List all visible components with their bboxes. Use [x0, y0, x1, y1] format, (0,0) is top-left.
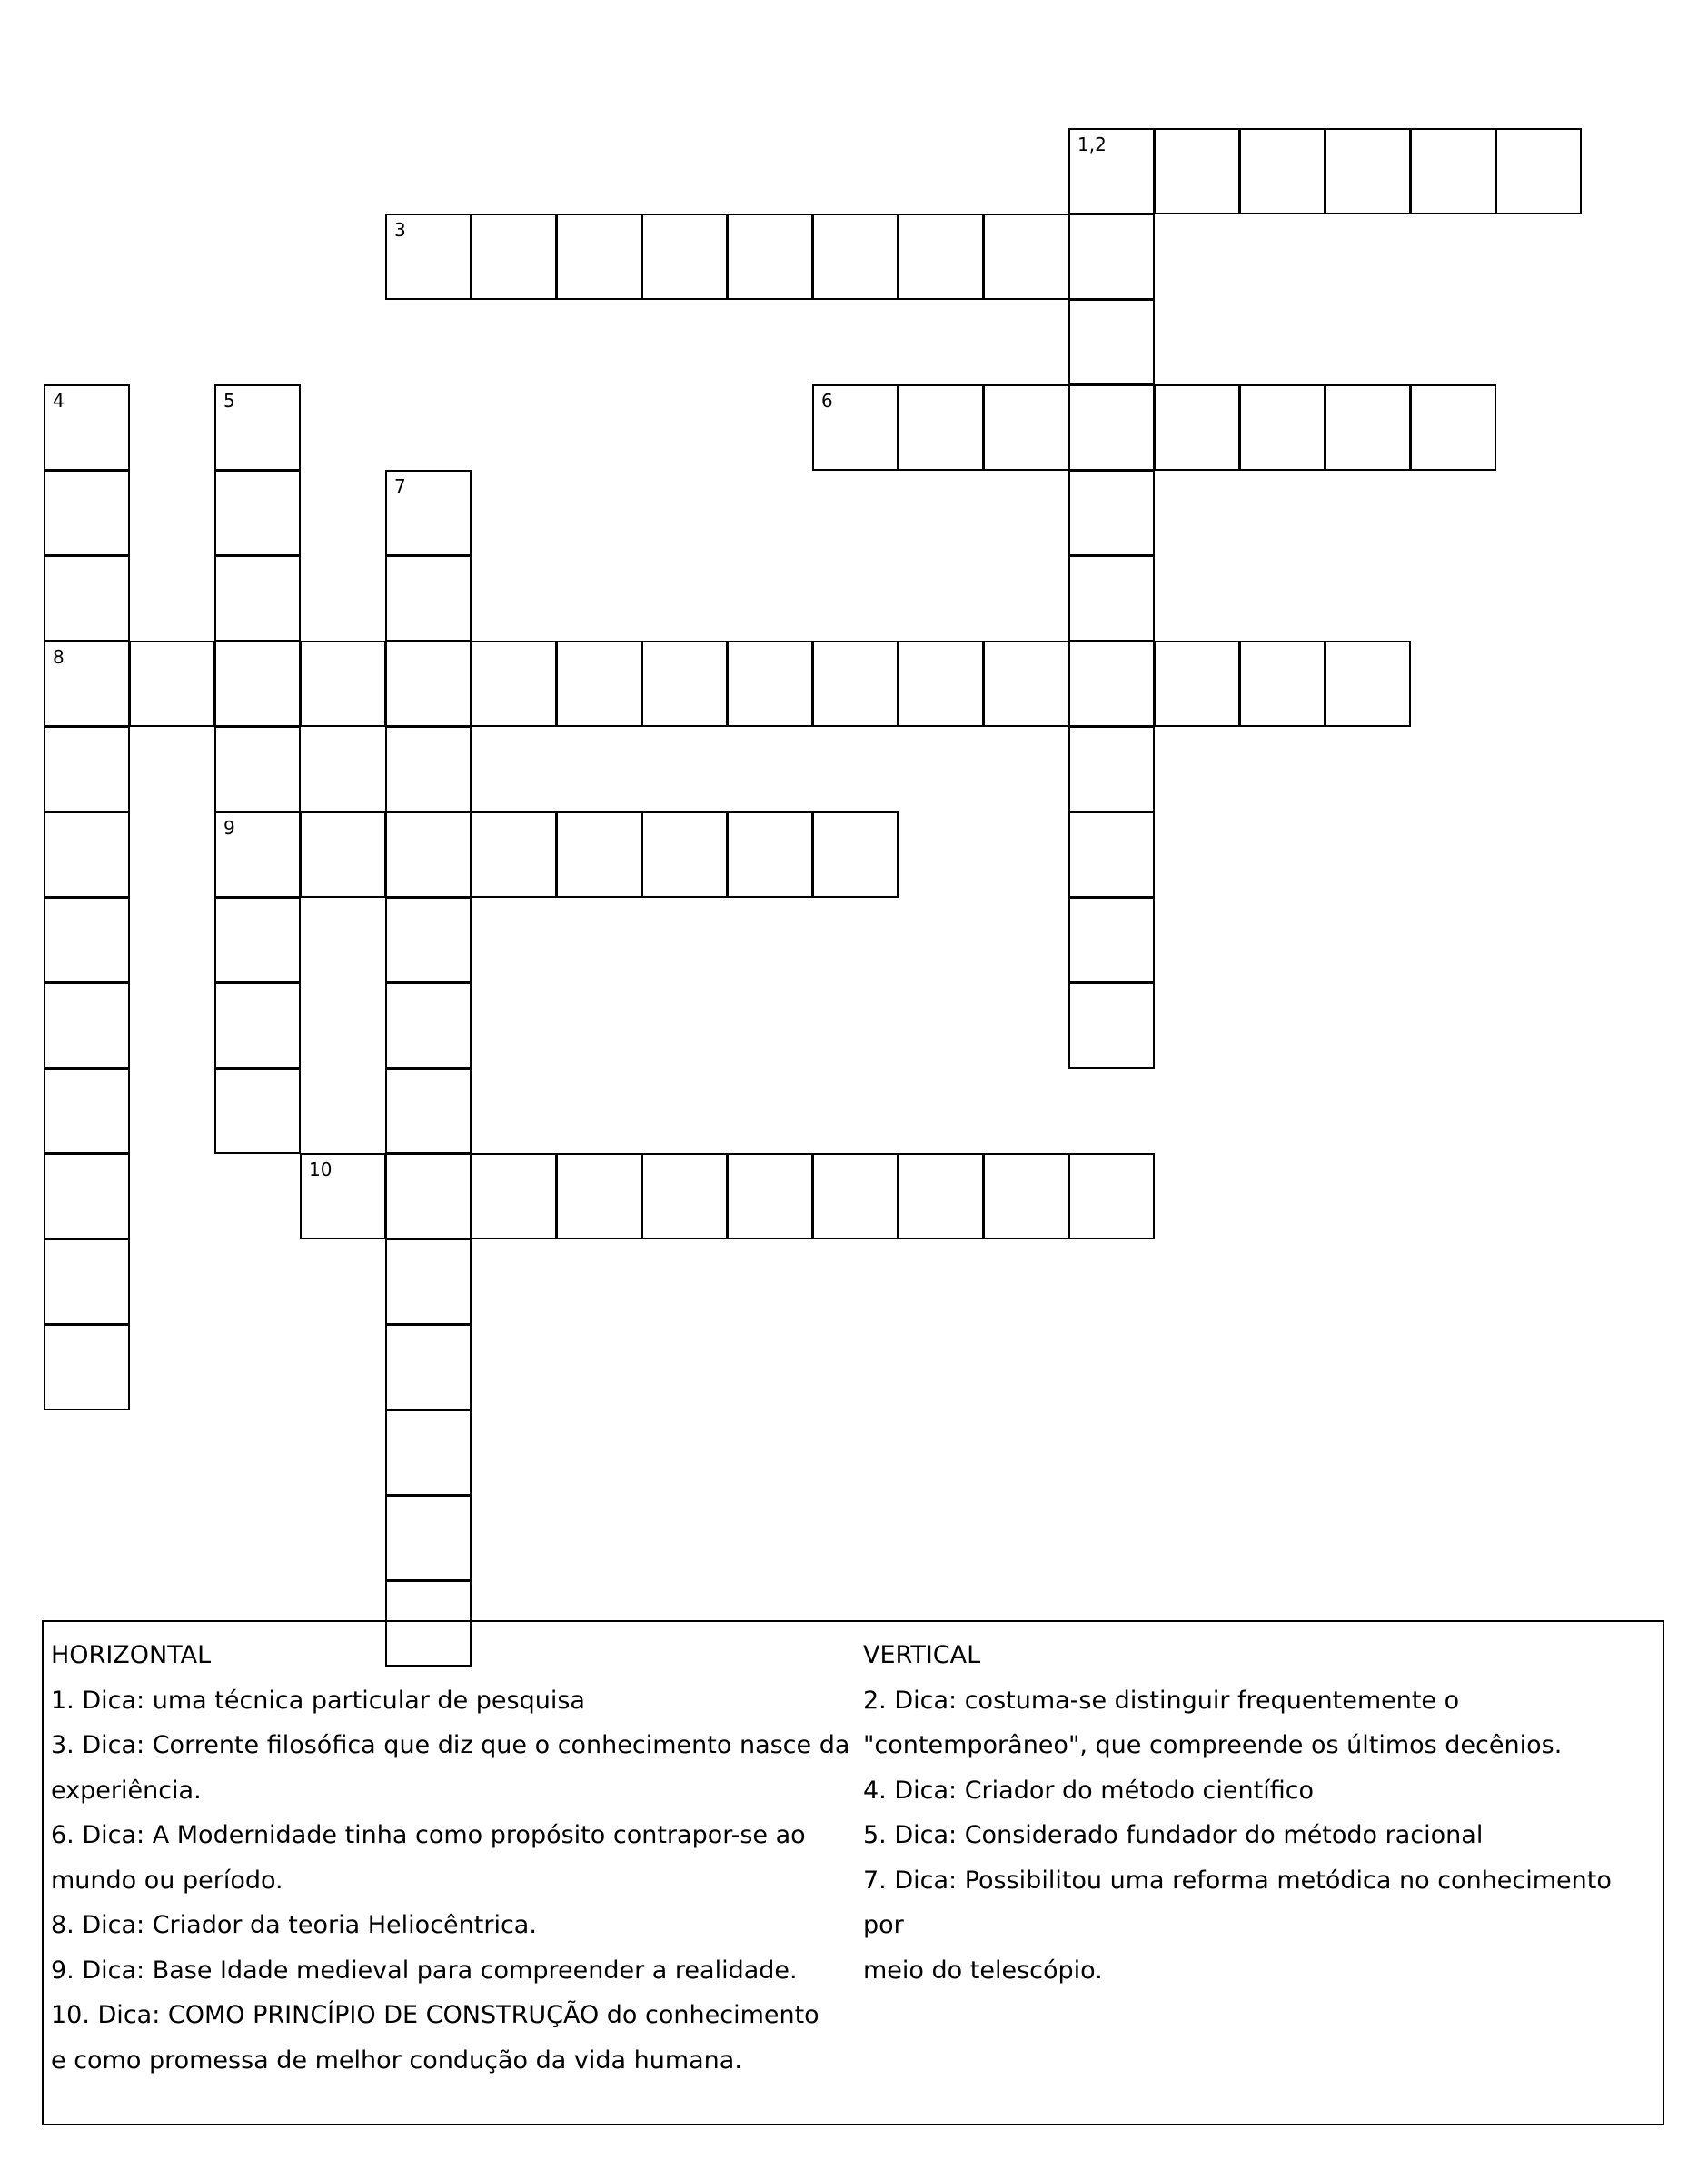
crossword-cell[interactable]: [385, 1068, 472, 1154]
crossword-cell[interactable]: [214, 470, 301, 556]
crossword-cell[interactable]: [214, 982, 301, 1069]
clue-line: 9. Dica: Base Idade medieval para compreender a realidade.: [51, 1956, 798, 1985]
clue-line: 3. Dica: Corrente filosófica que diz que o conhecimento nasce da: [51, 1731, 850, 1759]
clue-number: 10: [309, 1159, 333, 1180]
crossword-cell[interactable]: [385, 1239, 472, 1325]
crossword-cell[interactable]: [129, 641, 215, 727]
clue-line: "contemporâneo", que compreende os últimos decênios.: [863, 1731, 1563, 1759]
crossword-cell[interactable]: [983, 641, 1069, 727]
crossword-cell[interactable]: [898, 1153, 984, 1239]
crossword-cell[interactable]: [214, 811, 301, 898]
crossword-cell[interactable]: [1068, 299, 1155, 385]
crossword-cell[interactable]: [471, 1153, 557, 1239]
crossword-cell[interactable]: [385, 214, 472, 300]
clue-number: 5: [223, 390, 235, 412]
crossword-cell[interactable]: [44, 897, 130, 983]
vertical-clues: [863, 1633, 1653, 1993]
crossword-cell[interactable]: [641, 214, 728, 300]
crossword-cell[interactable]: [727, 1153, 813, 1239]
clue-number: 9: [223, 817, 235, 839]
crossword-cell[interactable]: [214, 897, 301, 983]
crossword-cell[interactable]: [641, 811, 728, 898]
crossword-cell[interactable]: [300, 641, 386, 727]
crossword-cell[interactable]: [812, 1153, 899, 1239]
crossword-cell[interactable]: [385, 555, 472, 642]
crossword-cell[interactable]: [556, 641, 642, 727]
crossword-cell[interactable]: [898, 214, 984, 300]
clue-number: 3: [394, 219, 406, 241]
clue-number: 1,2: [1077, 134, 1107, 155]
crossword-cell[interactable]: [1154, 641, 1240, 727]
crossword-cell[interactable]: [385, 982, 472, 1069]
crossword-cell[interactable]: [44, 1324, 130, 1410]
crossword-cell[interactable]: [1068, 897, 1155, 983]
crossword-cell[interactable]: [1068, 384, 1155, 471]
clue-line: 5. Dica: Considerado fundador do método racional: [863, 1821, 1484, 1849]
crossword-cell[interactable]: [641, 641, 728, 727]
crossword-cell[interactable]: [385, 1495, 472, 1581]
crossword-cell[interactable]: [1495, 128, 1582, 214]
crossword-cell[interactable]: [556, 214, 642, 300]
crossword-cell[interactable]: [385, 470, 472, 556]
crossword-cell[interactable]: [214, 726, 301, 812]
crossword-cell[interactable]: [1068, 982, 1155, 1069]
crossword-cell[interactable]: [44, 1068, 130, 1154]
crossword-cell[interactable]: [1068, 128, 1155, 214]
crossword-cell[interactable]: [556, 811, 642, 898]
crossword-cell[interactable]: [898, 641, 984, 727]
vertical-heading: VERTICAL: [863, 1641, 981, 1669]
crossword-cell[interactable]: [385, 811, 472, 898]
clue-number: 4: [53, 390, 65, 412]
crossword-cell[interactable]: [1325, 641, 1411, 727]
clue-line: 10. Dica: COMO PRINCÍPIO DE CONSTRUÇÃO do conhecimento: [51, 2001, 819, 2029]
crossword-cell[interactable]: [983, 384, 1069, 471]
clue-line: experiência.: [51, 1776, 202, 1805]
crossword-cell[interactable]: [471, 811, 557, 898]
crossword-cell[interactable]: [898, 384, 984, 471]
crossword-cell[interactable]: [44, 641, 130, 727]
crossword-cell[interactable]: [44, 470, 130, 556]
crossword-cell[interactable]: [44, 982, 130, 1069]
crossword-cell[interactable]: [471, 641, 557, 727]
crossword-cell[interactable]: [1068, 214, 1155, 300]
crossword-cell[interactable]: [214, 1068, 301, 1154]
crossword-cell[interactable]: [44, 726, 130, 812]
clue-line: e como promessa de melhor condução da vida humana.: [51, 2046, 742, 2075]
crossword-cell[interactable]: [727, 641, 813, 727]
crossword-cell[interactable]: [1410, 128, 1496, 214]
crossword-cell[interactable]: [1410, 384, 1496, 471]
clue-line: 2. Dica: costuma-se distinguir frequentemente o: [863, 1686, 1460, 1715]
crossword-cell[interactable]: [1068, 641, 1155, 727]
clue-line: 4. Dica: Criador do método científico: [863, 1776, 1315, 1805]
crossword-cell[interactable]: [1068, 1153, 1155, 1239]
crossword-cell[interactable]: [44, 1153, 130, 1239]
clues-box: [42, 1620, 1664, 2125]
crossword-cell[interactable]: [1068, 470, 1155, 556]
crossword-cell[interactable]: [214, 555, 301, 642]
crossword-cell[interactable]: [44, 811, 130, 898]
crossword-cell[interactable]: [44, 555, 130, 642]
crossword-cell[interactable]: [812, 641, 899, 727]
crossword-cell[interactable]: [812, 811, 899, 898]
clue-line: 1. Dica: uma técnica particular de pesquisa: [51, 1686, 585, 1715]
crossword-cell[interactable]: [1239, 641, 1326, 727]
crossword-cell[interactable]: [1325, 384, 1411, 471]
crossword-cell[interactable]: [1239, 384, 1326, 471]
clue-number: 7: [394, 475, 406, 497]
crossword-cell[interactable]: [385, 1324, 472, 1410]
crossword-cell[interactable]: [214, 384, 301, 471]
crossword-cell[interactable]: [1154, 128, 1240, 214]
crossword-cell[interactable]: [983, 214, 1069, 300]
clue-line: 7. Dica: Possibilitou uma reforma metódica no conhecimento por: [863, 1866, 1612, 1939]
crossword-cell[interactable]: [727, 214, 813, 300]
clue-number: 6: [821, 390, 833, 412]
clue-line: meio do telescópio.: [863, 1956, 1103, 1985]
crossword-cell[interactable]: [727, 811, 813, 898]
crossword-cell[interactable]: [812, 214, 899, 300]
horizontal-clues: [51, 1633, 850, 2083]
crossword-cell[interactable]: [1325, 128, 1411, 214]
crossword-cell[interactable]: [1068, 726, 1155, 812]
crossword-cell[interactable]: [812, 384, 899, 471]
crossword-cell[interactable]: [556, 1153, 642, 1239]
crossword-cell[interactable]: [1068, 811, 1155, 898]
crossword-cell[interactable]: [300, 1153, 386, 1239]
crossword-cell[interactable]: [44, 384, 130, 471]
crossword-cell[interactable]: [385, 897, 472, 983]
crossword-cell[interactable]: [385, 726, 472, 812]
crossword-cell[interactable]: [385, 1153, 472, 1239]
crossword-cell[interactable]: [471, 214, 557, 300]
crossword-cell[interactable]: [385, 641, 472, 727]
horizontal-heading: HORIZONTAL: [51, 1641, 212, 1669]
crossword-cell[interactable]: [385, 1409, 472, 1496]
crossword-cell[interactable]: [1239, 128, 1326, 214]
crossword-cell[interactable]: [983, 1153, 1069, 1239]
crossword-cell[interactable]: [300, 811, 386, 898]
crossword-cell[interactable]: [214, 641, 301, 727]
clue-line: mundo ou período.: [51, 1866, 283, 1895]
clue-number: 8: [53, 646, 65, 668]
clue-line: 6. Dica: A Modernidade tinha como propósito contrapor-se ao: [51, 1821, 806, 1849]
crossword-cell[interactable]: [1154, 384, 1240, 471]
clue-line: 8. Dica: Criador da teoria Heliocêntrica.: [51, 1911, 537, 1939]
crossword-cell[interactable]: [44, 1239, 130, 1325]
crossword-cell[interactable]: [641, 1153, 728, 1239]
crossword-cell[interactable]: [1068, 555, 1155, 642]
